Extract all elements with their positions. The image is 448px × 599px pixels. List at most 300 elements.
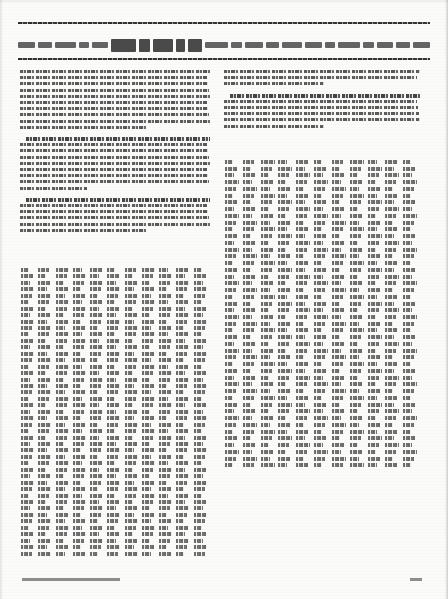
table-cell bbox=[73, 436, 86, 440]
table-cell bbox=[176, 481, 187, 485]
table-cell bbox=[107, 519, 118, 523]
table-cell bbox=[125, 526, 136, 530]
table-cell bbox=[194, 494, 202, 498]
table-cell bbox=[332, 382, 341, 386]
table-cell bbox=[194, 332, 202, 336]
table-cell bbox=[261, 409, 269, 413]
table-cell bbox=[194, 461, 202, 465]
table-cell bbox=[90, 384, 101, 388]
table-cell bbox=[73, 384, 81, 388]
table-cell bbox=[278, 349, 286, 353]
table-cell bbox=[176, 365, 188, 369]
table-cell bbox=[403, 200, 415, 204]
table-cell bbox=[73, 320, 81, 324]
table-cell bbox=[403, 180, 417, 184]
table-cell bbox=[332, 355, 346, 359]
table-cell bbox=[107, 506, 116, 510]
table-cell bbox=[403, 355, 414, 359]
table-cell bbox=[38, 371, 46, 375]
table-cell bbox=[350, 302, 361, 306]
table-cell bbox=[385, 173, 399, 177]
table-cell bbox=[159, 371, 172, 375]
table-cell bbox=[90, 494, 102, 498]
table-cell bbox=[38, 513, 47, 517]
text-line bbox=[20, 76, 207, 79]
header-ink-segment bbox=[231, 42, 242, 48]
table-cell bbox=[278, 241, 289, 245]
table-cell bbox=[350, 382, 362, 386]
table-cell bbox=[90, 416, 101, 420]
table-cell bbox=[159, 339, 172, 343]
table-cell bbox=[225, 396, 233, 400]
table-cell bbox=[368, 234, 382, 238]
table-cell bbox=[243, 241, 255, 245]
table-cell bbox=[368, 295, 377, 299]
table-cell bbox=[261, 288, 270, 292]
text-line bbox=[20, 210, 208, 213]
table-cell bbox=[332, 328, 343, 332]
table-cell bbox=[314, 443, 323, 447]
text-line bbox=[20, 120, 210, 123]
table-cell bbox=[73, 365, 82, 369]
table-cell bbox=[278, 443, 289, 447]
table-cell bbox=[261, 457, 270, 461]
table-cell bbox=[194, 436, 206, 440]
table-cell bbox=[243, 160, 254, 164]
table-cell bbox=[176, 442, 189, 446]
table-cell bbox=[261, 376, 269, 380]
table-cell bbox=[403, 187, 414, 191]
table-cell bbox=[225, 430, 233, 434]
table-cell bbox=[142, 436, 153, 440]
table-cell bbox=[225, 403, 237, 407]
header-ink-segment bbox=[338, 42, 360, 48]
table-cell bbox=[385, 450, 396, 454]
table-cell bbox=[142, 429, 155, 433]
table-cell bbox=[38, 461, 49, 465]
table-cell bbox=[73, 300, 82, 304]
table-cell bbox=[261, 436, 272, 440]
table-cell bbox=[261, 389, 270, 393]
table-cell bbox=[350, 463, 364, 467]
table-cell bbox=[176, 519, 184, 523]
table-cell bbox=[56, 307, 67, 311]
table-cell bbox=[38, 403, 46, 407]
table-cell bbox=[296, 342, 310, 346]
table-cell bbox=[73, 294, 85, 298]
table-cell bbox=[107, 513, 120, 517]
table-cell bbox=[21, 468, 33, 472]
table-cell bbox=[350, 214, 362, 218]
table-cell bbox=[125, 461, 136, 465]
table-cell bbox=[90, 545, 101, 549]
table-cell bbox=[368, 349, 376, 353]
table-cell bbox=[332, 268, 340, 272]
text-line bbox=[20, 168, 207, 171]
table-cell bbox=[403, 268, 415, 272]
table-cell bbox=[225, 362, 233, 366]
table-cell bbox=[403, 167, 415, 171]
table-cell bbox=[21, 384, 34, 388]
header-rule bbox=[18, 58, 430, 60]
table-cell bbox=[403, 221, 414, 225]
table-cell bbox=[243, 328, 254, 332]
table-cell bbox=[225, 254, 236, 258]
table-cell bbox=[243, 221, 257, 225]
table-cell bbox=[314, 194, 322, 198]
table-cell bbox=[56, 468, 67, 472]
table-cell bbox=[403, 463, 411, 467]
table-cell bbox=[296, 221, 304, 225]
table-cell bbox=[73, 345, 84, 349]
table-cell bbox=[314, 173, 323, 177]
text-line bbox=[20, 204, 207, 207]
table-cell bbox=[125, 539, 137, 543]
table-cell bbox=[107, 494, 115, 498]
table-cell bbox=[368, 430, 377, 434]
page-footer bbox=[22, 577, 120, 583]
table-cell bbox=[159, 532, 172, 536]
table-cell bbox=[278, 194, 287, 198]
table-cell bbox=[368, 443, 379, 447]
table-cell bbox=[296, 328, 308, 332]
table-cell bbox=[350, 423, 359, 427]
table-cell bbox=[142, 416, 154, 420]
table-cell bbox=[142, 274, 153, 278]
table-cell bbox=[243, 173, 255, 177]
table-cell bbox=[278, 160, 287, 164]
table-cell bbox=[159, 474, 170, 478]
table-cell bbox=[350, 335, 361, 339]
table-cell bbox=[243, 457, 257, 461]
header-ink-segment bbox=[266, 42, 279, 48]
table-cell bbox=[159, 506, 170, 510]
table-cell bbox=[261, 234, 272, 238]
table-cell bbox=[332, 315, 341, 319]
table-cell bbox=[90, 519, 98, 523]
table-cell bbox=[332, 376, 344, 380]
table-cell bbox=[194, 545, 207, 549]
table-cell bbox=[56, 455, 65, 459]
table-cell bbox=[368, 362, 377, 366]
table-cell bbox=[142, 281, 150, 285]
table-cell bbox=[125, 442, 137, 446]
table-cell bbox=[56, 532, 67, 536]
table-cell bbox=[368, 328, 377, 332]
table-cell bbox=[261, 450, 273, 454]
table-cell bbox=[403, 389, 414, 393]
table-cell bbox=[125, 513, 134, 517]
table-cell bbox=[385, 187, 393, 191]
table-cell bbox=[350, 355, 359, 359]
table-cell bbox=[21, 416, 34, 420]
table-cell bbox=[368, 227, 377, 231]
top-rule bbox=[18, 22, 430, 24]
table-cell bbox=[142, 526, 155, 530]
table-cell bbox=[385, 403, 394, 407]
table-cell bbox=[332, 241, 344, 245]
table-cell bbox=[278, 403, 292, 407]
table-cell bbox=[90, 403, 99, 407]
table-cell bbox=[38, 481, 47, 485]
table-cell bbox=[159, 448, 167, 452]
table-cell bbox=[332, 275, 344, 279]
table-cell bbox=[176, 345, 189, 349]
table-cell bbox=[296, 268, 305, 272]
table-cell bbox=[142, 352, 154, 356]
table-cell bbox=[350, 308, 358, 312]
table-cell bbox=[314, 362, 322, 366]
table-cell bbox=[314, 369, 326, 373]
table-cell bbox=[314, 221, 325, 225]
table-cell bbox=[125, 294, 138, 298]
table-cell bbox=[385, 382, 396, 386]
table-cell bbox=[142, 332, 155, 336]
table-cell bbox=[38, 500, 46, 504]
table-cell bbox=[90, 358, 98, 362]
table-cell bbox=[225, 302, 237, 306]
table-cell bbox=[385, 308, 399, 312]
page-number bbox=[410, 577, 422, 583]
table-cell bbox=[142, 345, 150, 349]
table-cell bbox=[90, 320, 101, 324]
table-cell bbox=[56, 352, 68, 356]
table-cell bbox=[142, 442, 150, 446]
header-ink-segment bbox=[377, 42, 393, 48]
table-cell bbox=[56, 513, 68, 517]
table-cell bbox=[176, 390, 184, 394]
table-cell bbox=[56, 281, 64, 285]
table-cell bbox=[56, 294, 65, 298]
text-line bbox=[20, 70, 210, 73]
table-cell bbox=[261, 173, 269, 177]
table-cell bbox=[107, 416, 120, 420]
table-cell bbox=[90, 352, 101, 356]
table-cell bbox=[368, 173, 379, 177]
table-cell bbox=[176, 281, 189, 285]
table-cell bbox=[368, 288, 380, 292]
table-cell bbox=[107, 545, 120, 549]
table-cell bbox=[56, 474, 64, 478]
table-cell bbox=[278, 382, 286, 386]
table-cell bbox=[73, 519, 85, 523]
table-cell bbox=[159, 365, 168, 369]
table-cell bbox=[314, 187, 325, 191]
table-cell bbox=[296, 315, 307, 319]
table-cell bbox=[142, 474, 150, 478]
table-cell bbox=[332, 450, 341, 454]
table-cell bbox=[90, 506, 103, 510]
table-cell bbox=[194, 519, 205, 523]
table-cell bbox=[261, 430, 275, 434]
table-cell bbox=[21, 506, 30, 510]
table-cell bbox=[368, 396, 377, 400]
table-cell bbox=[350, 254, 359, 258]
table-cell bbox=[314, 234, 326, 238]
table-cell bbox=[314, 416, 328, 420]
table-cell bbox=[368, 450, 376, 454]
table-cell bbox=[261, 248, 273, 252]
table-cell bbox=[38, 532, 46, 536]
table-cell bbox=[142, 287, 154, 291]
table-cell bbox=[385, 355, 393, 359]
table-cell bbox=[90, 410, 103, 414]
table-cell bbox=[125, 455, 138, 459]
table-cell bbox=[225, 409, 234, 413]
text-line bbox=[20, 174, 208, 177]
table-cell bbox=[38, 378, 50, 382]
table-cell bbox=[278, 214, 286, 218]
table-cell bbox=[142, 307, 153, 311]
table-cell bbox=[350, 187, 359, 191]
table-cell bbox=[261, 227, 275, 231]
table-cell bbox=[403, 173, 412, 177]
table-cell bbox=[296, 248, 307, 252]
table-cell bbox=[385, 369, 394, 373]
table-cell bbox=[38, 526, 49, 530]
table-cell bbox=[142, 552, 151, 556]
table-cell bbox=[332, 214, 341, 218]
table-cell bbox=[225, 308, 234, 312]
table-cell bbox=[90, 532, 99, 536]
table-cell bbox=[403, 342, 412, 346]
table-cell bbox=[176, 494, 188, 498]
table-cell bbox=[107, 339, 119, 343]
table-cell bbox=[159, 300, 168, 304]
table-cell bbox=[107, 371, 119, 375]
table-cell bbox=[243, 187, 257, 191]
table-cell bbox=[350, 227, 364, 231]
table-cell bbox=[225, 241, 234, 245]
table-cell bbox=[278, 288, 290, 292]
table-cell bbox=[243, 376, 255, 380]
table-cell bbox=[403, 308, 412, 312]
table-cell bbox=[350, 416, 362, 420]
table-cell bbox=[176, 532, 185, 536]
text-line bbox=[20, 101, 207, 104]
table-cell bbox=[21, 371, 33, 375]
text-line bbox=[26, 198, 210, 202]
table-cell bbox=[350, 457, 359, 461]
table-cell bbox=[403, 423, 414, 427]
table-cell bbox=[368, 241, 379, 245]
table-cell bbox=[278, 342, 289, 346]
table-cell bbox=[125, 390, 138, 394]
text-line bbox=[20, 113, 209, 116]
table-cell bbox=[350, 403, 361, 407]
table-cell bbox=[194, 448, 207, 452]
table-cell bbox=[332, 288, 346, 292]
table-cell bbox=[368, 315, 376, 319]
table-cell bbox=[176, 487, 184, 491]
table-cell bbox=[90, 326, 98, 330]
table-cell bbox=[332, 342, 344, 346]
table-cell bbox=[142, 455, 151, 459]
table-cell bbox=[350, 295, 364, 299]
table-cell bbox=[56, 358, 65, 362]
table-cell bbox=[73, 500, 86, 504]
table-cell bbox=[21, 378, 30, 382]
table-cell bbox=[261, 322, 270, 326]
table-cell bbox=[385, 227, 397, 231]
table-cell bbox=[225, 261, 233, 265]
table-cell bbox=[107, 345, 116, 349]
table-cell bbox=[194, 378, 203, 382]
table-cell bbox=[243, 315, 252, 319]
table-cell bbox=[56, 313, 64, 317]
table-cell bbox=[159, 423, 171, 427]
table-cell bbox=[90, 481, 101, 485]
table-cell bbox=[56, 384, 68, 388]
table-cell bbox=[21, 352, 34, 356]
table-cell bbox=[225, 180, 239, 184]
table-cell bbox=[296, 281, 307, 285]
table-cell bbox=[176, 287, 187, 291]
text-line bbox=[20, 95, 210, 98]
table-cell bbox=[90, 448, 101, 452]
table-cell bbox=[403, 214, 417, 218]
table-cell bbox=[73, 526, 82, 530]
table-cell bbox=[159, 526, 168, 530]
table-cell bbox=[403, 396, 411, 400]
table-cell bbox=[38, 506, 50, 510]
table-cell bbox=[159, 397, 168, 401]
table-cell bbox=[159, 513, 167, 517]
table-cell bbox=[56, 365, 69, 369]
table-cell bbox=[368, 214, 376, 218]
table-cell bbox=[368, 409, 379, 413]
table-cell bbox=[278, 362, 287, 366]
table-cell bbox=[56, 500, 67, 504]
table-cell bbox=[350, 160, 364, 164]
table-cell bbox=[90, 378, 103, 382]
table-cell bbox=[296, 436, 305, 440]
table-cell bbox=[159, 287, 167, 291]
table-cell bbox=[107, 526, 115, 530]
table-cell bbox=[73, 481, 81, 485]
table-cell bbox=[261, 221, 270, 225]
table-cell bbox=[107, 429, 115, 433]
header-ink-segment bbox=[396, 42, 410, 48]
table-cell bbox=[73, 539, 84, 543]
table-cell bbox=[90, 397, 102, 401]
table-cell bbox=[314, 450, 328, 454]
table-cell bbox=[278, 227, 287, 231]
table-cell bbox=[225, 207, 234, 211]
table-cell bbox=[142, 506, 150, 510]
table-cell bbox=[159, 320, 167, 324]
table-cell bbox=[278, 248, 286, 252]
header-ink-segment bbox=[55, 42, 76, 48]
table-cell bbox=[225, 214, 239, 218]
table-cell bbox=[278, 430, 287, 434]
table-cell bbox=[403, 241, 412, 245]
table-cell bbox=[194, 352, 207, 356]
table-cell bbox=[385, 302, 394, 306]
table-cell bbox=[385, 430, 397, 434]
table-cell bbox=[38, 448, 47, 452]
table-cell bbox=[385, 389, 393, 393]
table-cell bbox=[243, 403, 251, 407]
table-cell bbox=[56, 442, 64, 446]
table-cell bbox=[142, 403, 153, 407]
table-cell bbox=[368, 187, 380, 191]
text-line bbox=[20, 82, 208, 85]
table-cell bbox=[159, 313, 170, 317]
table-cell bbox=[385, 315, 396, 319]
table-cell bbox=[225, 389, 236, 393]
table-cell bbox=[73, 358, 85, 362]
